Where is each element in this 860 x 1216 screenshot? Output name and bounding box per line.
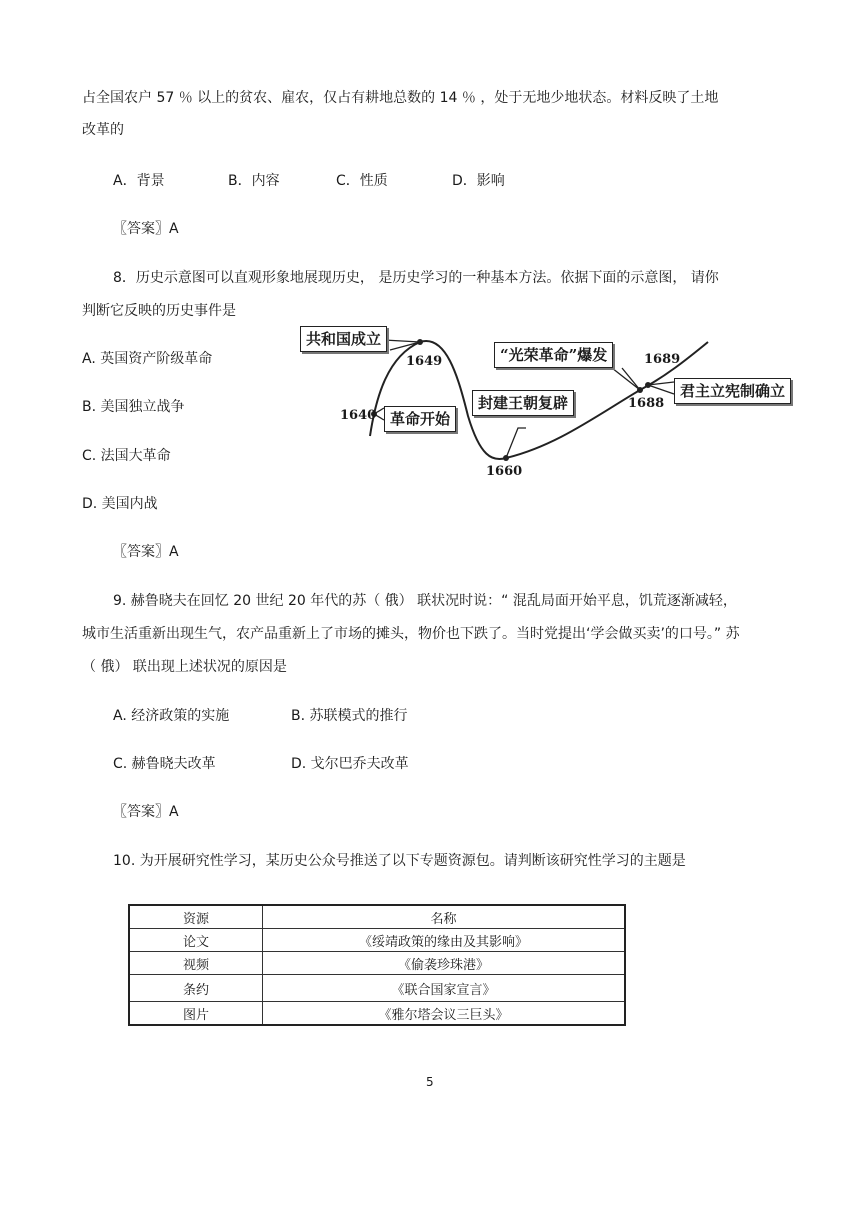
option-c: C．性质 (336, 173, 388, 189)
table-cell: 图片 (129, 1002, 263, 1026)
option-a: A. 英国资产阶级革命 (82, 351, 213, 367)
year-1640: 1640 (340, 408, 377, 423)
question-8-stem: 判断它反映的历史事件是 (82, 303, 236, 319)
option-d: D. 美国内战 (82, 496, 158, 512)
year-1660: 1660 (486, 464, 523, 479)
table-row (129, 1002, 625, 1026)
label-republic: 共和国成立 (300, 326, 387, 352)
option-a: A．背景 (113, 173, 165, 189)
table-cell: 《联合国家宣言》 (263, 975, 626, 1002)
question-9-stem: 城市生活重新出现生气，农产品重新上了市场的摊头，物价也下跌了。当时党提出‘学会做买卖’的口号。” 苏 (82, 626, 740, 642)
table-row (129, 952, 625, 975)
table-header-row (129, 905, 625, 929)
label-glorious-revolution: “光荣革命”爆发 (494, 342, 613, 368)
table-cell: 条约 (129, 975, 263, 1002)
label-constitutional-monarchy: 君主立宪制确立 (674, 378, 791, 404)
table-row (129, 929, 625, 952)
year-1688: 1688 (628, 396, 665, 411)
table-cell: 《偷袭珍珠港》 (263, 952, 626, 975)
resource-table (128, 904, 626, 1026)
answer: 〖答案〗A (113, 544, 179, 560)
option-d: D．影响 (452, 173, 505, 189)
year-1689: 1689 (644, 352, 681, 367)
table-header-cell: 资源 (129, 905, 263, 929)
label-restoration: 封建王朝复辟 (472, 390, 574, 416)
option-b: B. 苏联模式的推行 (291, 708, 408, 724)
option-d: D. 戈尔巴乔夫改革 (291, 756, 409, 772)
question-10-stem: 10. 为开展研究性学习，某历史公众号推送了以下专题资源包。请判断该研究性学习的主题是 (113, 853, 686, 869)
table-header-cell: 名称 (263, 905, 626, 929)
page-number: 5 (426, 1075, 434, 1089)
table-cell: 视频 (129, 952, 263, 975)
answer: 〖答案〗A (113, 804, 179, 820)
answer: 〖答案〗A (113, 221, 179, 237)
option-b: B. 美国独立战争 (82, 399, 185, 415)
paragraph-line: 改革的 (82, 122, 124, 138)
table-cell: 论文 (129, 929, 263, 952)
table-cell: 《雅尔塔会议三巨头》 (263, 1002, 626, 1026)
paragraph-line: 占全国农户 57 ％ 以上的贫农、雇农，仅占有耕地总数的 14 ％ ，处于无地少地状态。材料反映了土地 (82, 90, 719, 106)
table-cell: 《绥靖政策的缘由及其影响》 (263, 929, 626, 952)
question-9-stem: 9. 赫鲁晓夫在回忆 20 世纪 20 年代的苏（ 俄） 联状况时说：“ 混乱局面开始平息，饥荒逐渐减轻， (113, 593, 737, 609)
option-c: C. 赫鲁晓夫改革 (113, 756, 216, 772)
question-8-stem: 8．历史示意图可以直观形象地展现历史， 是历史学习的一种基本方法。依据下面的示意图， 请你 (113, 270, 719, 286)
option-a: A. 经济政策的实施 (113, 708, 230, 724)
label-revolution-start: 革命开始 (384, 406, 456, 432)
option-c: C. 法国大革命 (82, 448, 171, 464)
table-row (129, 975, 625, 1002)
year-1649: 1649 (406, 354, 443, 369)
question-9-stem: （ 俄） 联出现上述状况的原因是 (82, 659, 287, 675)
history-curve-diagram (296, 316, 796, 486)
option-b: B．内容 (228, 173, 280, 189)
